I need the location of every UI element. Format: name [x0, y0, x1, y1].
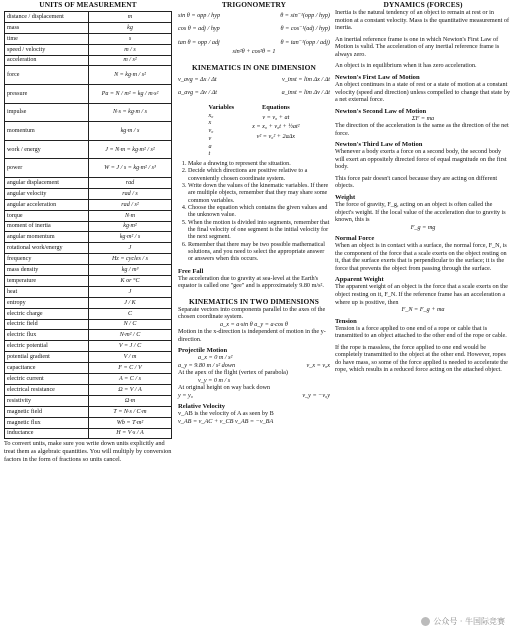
dyn-title: DYNAMICS (FORCES) — [383, 0, 463, 9]
trig-title: TRIGONOMETRY — [221, 0, 287, 9]
tan-eq: tan θ = opp / adj — [178, 38, 220, 46]
projectile-vx: v_x = v₀x — [306, 361, 330, 369]
quantity-cell: magnetic flux — [5, 417, 89, 428]
unit-cell: J = N·m = kg·m² / s² — [89, 140, 172, 159]
units-row — [5, 297, 172, 308]
unit-cell: F = C / V — [89, 363, 172, 374]
units-row — [5, 178, 172, 189]
units-note: To convert units, make sure you write down units explicitly and treat them as algebraic quantities. You will multiply by conversion factors in the form of fractions so units cancel. — [4, 440, 172, 463]
relvel-l2: v_AB = v_AC + v_CB v_AB = −v_BA — [178, 417, 274, 425]
quantity-cell: potential gradient — [5, 352, 89, 363]
units-row — [5, 188, 172, 199]
units-row — [5, 308, 172, 319]
quantity-cell: force — [5, 66, 89, 85]
quantity-cell: electrical resistance — [5, 384, 89, 395]
unit-cell: m / s — [89, 44, 172, 55]
kinematic-variable: t — [208, 150, 211, 158]
units-row — [5, 254, 172, 265]
units-row — [5, 330, 172, 341]
unit-cell: Pa = N / m² = kg / m·s² — [89, 85, 172, 104]
units-row — [5, 232, 172, 243]
inertia-text: Inertia is the natural tendency of an object to remain at rest or in motion at a constant velocity. Mass is the quantitative measurement of inertia. — [335, 9, 510, 32]
quantity-cell: angular acceleration — [5, 199, 89, 210]
quantity-cell: heat — [5, 286, 89, 297]
units-row — [5, 417, 172, 428]
n3-text: Whenever a body exerts a force on a second body, the second body will exert an oppositely directed force of equal magnitude on the first body. — [335, 148, 507, 171]
relvel-l1: v_AB is the velocity of A as seen by B — [178, 410, 274, 418]
kin2-text2: Motion in the x-direction is independent of motion in the y-direction. — [178, 328, 326, 343]
step-item: 2. Decide which directions are positive relative to a conveniently chosen coordinate system. — [188, 168, 330, 183]
kin2-text: Separate vectors into components parallel to the axes of the chosen coordinate system. — [178, 305, 326, 321]
units-row — [5, 159, 172, 178]
sin-inv-eq: θ = sin⁻¹(opp / hyp) — [280, 12, 330, 19]
unit-cell: N = kg·m / s² — [89, 66, 172, 85]
n1-text: An object continues in a state of rest or a state of motion at a constant velocity (speed and direction) unless compelled to change that state by a net external force. — [335, 80, 510, 104]
dynamics-column — [335, 0, 511, 374]
units-row — [5, 12, 172, 23]
unit-cell: rad — [89, 178, 172, 189]
projectile-title: Projectile Motion — [178, 347, 228, 355]
units-row — [5, 66, 172, 85]
freefall-title: Free Fall — [178, 267, 204, 275]
units-row — [5, 103, 172, 122]
unit-cell: J — [89, 243, 172, 254]
unit-cell: Ω = V / A — [89, 384, 172, 395]
step-item: 3. Write down the values of the kinematic variables. If there are multiple objects, remember that they may share some common variables. — [188, 183, 330, 205]
equations-heading: Equations — [261, 103, 290, 111]
n2-text: The direction of the acceleration is the same as the direction of the net force. — [335, 122, 509, 137]
unit-cell: kg / m³ — [89, 265, 172, 276]
quantity-cell: inductance — [5, 428, 89, 439]
normal-text: When an object is in contact with a surface, the normal force, F_N, is the component of the force that a scale exerts on the object resting on it, that the surface exerts that is perpendicular to the surface; it is the force that prevents the object from passing through the surface. — [335, 242, 507, 272]
quantity-cell: electric flux — [5, 330, 89, 341]
unit-cell: kg·m² / s — [89, 232, 172, 243]
n2-eq: ΣF = ma — [411, 114, 435, 122]
quantity-cell: time — [5, 33, 89, 44]
n3-title: Newton's Third Law of Motion — [335, 141, 423, 149]
tension-text2: If the rope is massless, the force applied to one end would be completely transmitted to the object at the other end. However, ropes do have mass, so some of the force applied is needed to accelerate the rope, which results in a reduced force acting on the attached object. — [335, 343, 508, 374]
cos-inv-eq: θ = cos⁻¹(adj / hyp) — [280, 25, 330, 33]
quantity-cell: angular momentum — [5, 232, 89, 243]
step-item: 5. When the motion is divided into segments, remember that the final velocity of one segment is the initial velocity for the next segment. — [188, 220, 330, 242]
step-item: 1. Make a drawing to represent the situation. — [188, 161, 330, 168]
quantity-cell: mass — [5, 22, 89, 33]
units-row — [5, 286, 172, 297]
units-row — [5, 276, 172, 287]
v-inst-eq: v_inst = lim Δx / Δt — [281, 75, 330, 83]
units-row — [5, 265, 172, 276]
unit-cell: H = V·s / A — [89, 428, 172, 439]
step-item: 4. Choose the equation which contains the given values and the unknown value. — [188, 205, 330, 220]
quantity-cell: power — [5, 159, 89, 178]
unit-cell: C — [89, 308, 172, 319]
unit-cell: J / K — [89, 297, 172, 308]
n1-title: Newton's First Law of Motion — [335, 73, 420, 81]
units-row — [5, 352, 172, 363]
quantity-cell: moment of inertia — [5, 221, 89, 232]
variables-heading: Variables — [208, 103, 235, 111]
v-avg-eq: v_avg = Δx / Δt — [178, 75, 217, 83]
projectile-ay: a_y = 9.80 m / s² down — [178, 361, 236, 369]
unit-cell: N·s = kg·m / s — [89, 103, 172, 122]
kinematic-equation: x = x₀ + v₀t + ½at² — [252, 123, 300, 131]
unit-cell: kg — [89, 22, 172, 33]
unit-cell: W = J / s = kg·m² / s³ — [89, 159, 172, 178]
unit-cell: Ω·m — [89, 395, 172, 406]
cos-eq: cos θ = adj / hyp — [178, 25, 220, 33]
unit-cell: kg·m² — [89, 221, 172, 232]
projectile-apex: At the apex of the flight (vertex of parabola) — [178, 369, 288, 377]
kinematic-equation: v = v₀ + at — [262, 113, 290, 121]
unit-cell: N·m — [89, 210, 172, 221]
kinematic-variable: v₀ — [208, 127, 214, 135]
freefall-text: The acceleration due to gravity at sea-level at the Earth's equator is called one "gee" and is approximately 9.80 m/s². — [178, 274, 324, 290]
kinematic-variable: a — [208, 142, 212, 150]
n3-note: This force pair doesn't cancel because they are acting on different objects. — [335, 174, 498, 190]
units-row — [5, 319, 172, 330]
units-row — [5, 243, 172, 254]
problem-solving-steps — [178, 161, 330, 263]
relvel-title: Relative Velocity — [178, 403, 226, 411]
unit-cell: Wb = T·m² — [89, 417, 172, 428]
watermark — [418, 615, 508, 628]
kinematic-variable: x — [208, 119, 212, 127]
units-row — [5, 428, 172, 439]
kin1-title: KINEMATICS IN ONE DIMENSION — [192, 62, 316, 72]
quantity-cell: speed / velocity — [5, 44, 89, 55]
kinematic-equation: v² = v₀² + 2aΔx — [256, 133, 296, 141]
units-row — [5, 55, 172, 66]
unit-cell: K or °C — [89, 276, 172, 287]
unit-cell: V = J / C — [89, 341, 172, 352]
units-row — [5, 199, 172, 210]
unit-cell: m / s² — [89, 55, 172, 66]
sin-eq: sin θ = opp / hyp — [178, 12, 221, 19]
frame-text: An inertial reference frame is one in which Newton's First Law of Motion is valid. The acceleration of any inertial reference frame is always zero. — [335, 35, 500, 58]
unit-cell: A = C / s — [89, 374, 172, 385]
tension-text: Tension is a force applied to one end of a rope or cable that is transmitted to an object attached to the other end of the rope or cable. — [335, 324, 507, 340]
units-row — [5, 85, 172, 104]
quantity-cell: rotational work/energy — [5, 243, 89, 254]
unit-cell: N·m² / C — [89, 330, 172, 341]
apparent-text: The apparent weight of an object is the force that a scale exerts on the object resting on it, F_N. If the reference frame has an acceleration a where up is positive, then — [335, 283, 508, 306]
quantity-cell: acceleration — [5, 55, 89, 66]
quantity-cell: frequency — [5, 254, 89, 265]
kinematic-variable: x₀ — [208, 111, 214, 119]
units-title: UNITS OF MEASUREMENT — [39, 0, 137, 9]
units-row — [5, 363, 172, 374]
weight-eq: F_g = mg — [410, 223, 436, 231]
quantity-cell: temperature — [5, 276, 89, 287]
unit-cell: s — [89, 33, 172, 44]
kinematic-variable: v — [208, 134, 212, 142]
kin2-eq: a_x = a·sin θ a_y = a·cos θ — [220, 320, 288, 328]
n2-title: Newton's Second Law of Motion — [335, 107, 427, 115]
quantity-cell: angular displacement — [5, 178, 89, 189]
unit-cell: J — [89, 286, 172, 297]
weight-text: The force of gravity, F_g, acting on an object is often called the object's weight. If the local value of the acceleration due to gravity is known, this is — [335, 201, 506, 224]
tension-title: Tension — [335, 317, 357, 325]
units-row — [5, 341, 172, 352]
tan-inv-eq: θ = tan⁻¹(opp / adj) — [280, 38, 330, 46]
kinematic-table — [178, 104, 330, 159]
units-table — [4, 11, 172, 439]
unit-cell: Hz = cycles / s — [89, 254, 172, 265]
equilibrium-text: An object is in equilibrium when it has zero acceleration. — [335, 62, 477, 70]
quantity-cell: resistivity — [5, 395, 89, 406]
units-row — [5, 406, 172, 417]
watermark-text: 公众号 · 牛国际竞赛 — [433, 617, 505, 626]
a-inst-eq: a_inst = lim Δv / Δt — [281, 89, 330, 97]
unit-cell: V / m — [89, 352, 172, 363]
projectile-return: At original height on way back down — [178, 384, 271, 392]
units-column — [4, 0, 172, 463]
unit-cell: m — [89, 12, 172, 23]
projectile-vy: v_y = −v₀y — [302, 391, 330, 399]
a-avg-eq: a_avg = Δv / Δt — [178, 89, 217, 97]
quantity-cell: electric potential — [5, 341, 89, 352]
quantity-cell: distance / displacement — [5, 12, 89, 23]
quantity-cell: entropy — [5, 297, 89, 308]
quantity-cell: impulse — [5, 103, 89, 122]
units-row — [5, 122, 172, 141]
units-row — [5, 22, 172, 33]
step-item: 6. Remember that there may be two possible mathematical solutions, and you need to select the appropriate answer or answers when this occurs. — [188, 242, 330, 264]
quantity-cell: pressure — [5, 85, 89, 104]
unit-cell: N / C — [89, 319, 172, 330]
quantity-cell: magnetic field — [5, 406, 89, 417]
quantity-cell: capacitance — [5, 363, 89, 374]
apparent-eq: F_N = F_g + ma — [401, 306, 445, 314]
projectile-ax: a_x = 0 m / s² — [198, 354, 233, 362]
quantity-cell: mass density — [5, 265, 89, 276]
projectile-vy0: v_y = 0 m / s — [198, 376, 231, 384]
units-row — [5, 221, 172, 232]
units-row — [5, 374, 172, 385]
units-row — [5, 384, 172, 395]
unit-cell: T = N·s / C·m — [89, 406, 172, 417]
units-row — [5, 395, 172, 406]
quantity-cell: angular velocity — [5, 188, 89, 199]
quantity-cell: electric field — [5, 319, 89, 330]
wechat-logo-icon — [421, 617, 430, 626]
pythag-identity: sin²θ + cos²θ = 1 — [232, 48, 276, 56]
unit-cell: kg·m / s — [89, 122, 172, 141]
weight-title: Weight — [335, 194, 356, 201]
kin2-title: KINEMATICS IN TWO DIMENSIONS — [188, 296, 320, 306]
quantity-cell: momentum — [5, 122, 89, 141]
apparent-title: Apparent Weight — [335, 276, 384, 284]
normal-title: Normal Force — [335, 235, 375, 243]
units-row — [5, 140, 172, 159]
unit-cell: rad / s — [89, 188, 172, 199]
quantity-cell: electric charge — [5, 308, 89, 319]
middle-column — [178, 0, 330, 425]
quantity-cell: electric current — [5, 374, 89, 385]
unit-cell: rad / s² — [89, 199, 172, 210]
quantity-cell: work / energy — [5, 140, 89, 159]
quantity-cell: torque — [5, 210, 89, 221]
projectile-y: y = y₀ — [178, 391, 193, 399]
units-row — [5, 210, 172, 221]
units-row — [5, 33, 172, 44]
units-row — [5, 44, 172, 55]
